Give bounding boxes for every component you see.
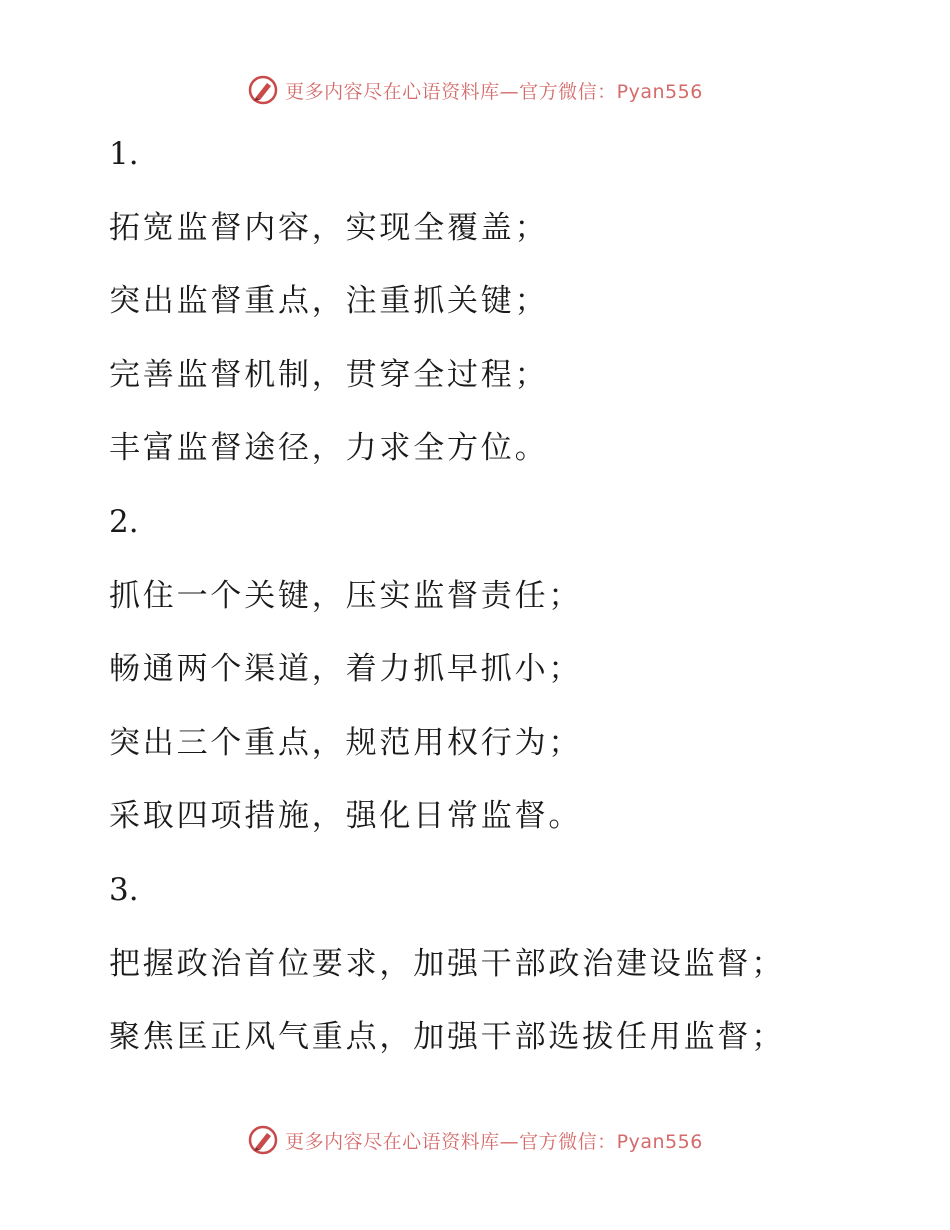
pen-logo-icon bbox=[247, 1124, 279, 1156]
section-2-line: 突出三个重点，规范用权行为； bbox=[109, 724, 583, 761]
section-1-line: 突出监督重点，注重抓关键； bbox=[109, 283, 549, 320]
footer-banner bbox=[0, 1120, 950, 1160]
section-2-line: 采取四项措施，强化日常监督。 bbox=[109, 798, 583, 835]
document-body bbox=[109, 118, 909, 1075]
section-2-number: 2. bbox=[109, 503, 139, 540]
section-1-line: 拓宽监督内容，实现全覆盖； bbox=[109, 209, 549, 246]
section-3-line: 把握政治首位要求，加强干部政治建设监督； bbox=[109, 945, 785, 982]
header-banner-text: 更多内容尽在心语资料库—官方微信：Pyan556 bbox=[285, 80, 703, 103]
footer-banner-text: 更多内容尽在心语资料库—官方微信：Pyan556 bbox=[285, 1130, 703, 1153]
header-banner bbox=[0, 70, 950, 110]
section-2-line: 抓住一个关键，压实监督责任； bbox=[109, 577, 583, 614]
section-1-line: 丰富监督途径，力求全方位。 bbox=[109, 430, 549, 467]
section-3-line: 聚焦匡正风气重点，加强干部选拔任用监督； bbox=[109, 1019, 785, 1056]
section-2-line: 畅通两个渠道，着力抓早抓小； bbox=[109, 651, 583, 688]
section-1-line: 完善监督机制，贯穿全过程； bbox=[109, 356, 549, 393]
pen-logo-icon bbox=[247, 74, 279, 106]
section-3-number: 3. bbox=[109, 871, 139, 908]
section-1-number: 1. bbox=[109, 136, 139, 172]
